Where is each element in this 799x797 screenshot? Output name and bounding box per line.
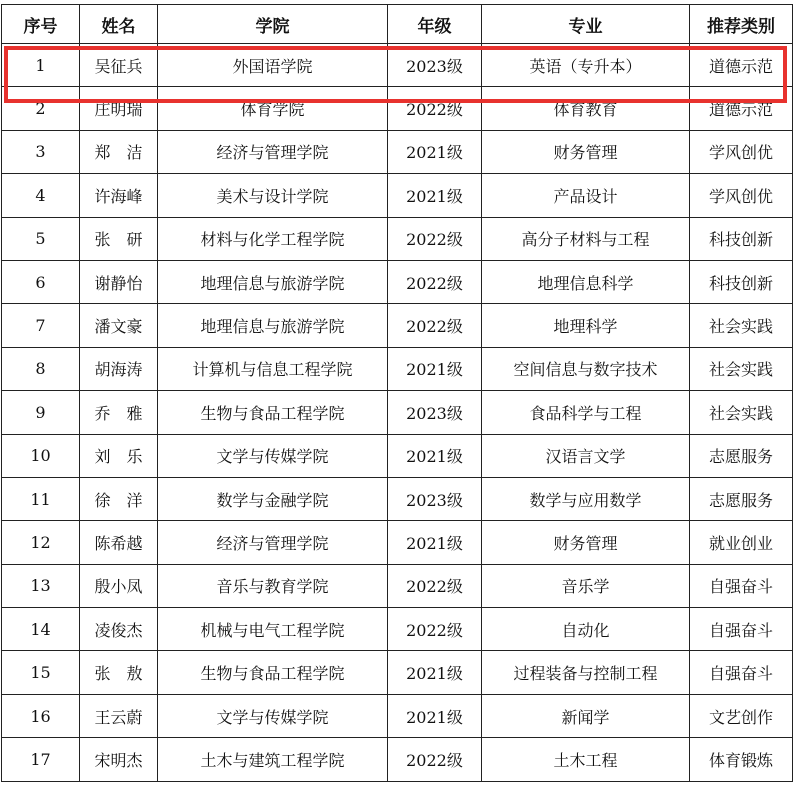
cell-major: 体育教育	[482, 87, 690, 130]
cell-college: 文学与传媒学院	[158, 434, 388, 477]
cell-category: 就业创业	[690, 521, 793, 564]
cell-grade: 2022级	[388, 304, 482, 347]
cell-college: 外国语学院	[158, 44, 388, 87]
cell-seq: 8	[2, 347, 80, 390]
cell-seq: 3	[2, 130, 80, 173]
cell-seq: 10	[2, 434, 80, 477]
cell-category: 科技创新	[690, 260, 793, 303]
cell-category: 科技创新	[690, 217, 793, 260]
cell-name: 徐 洋	[80, 477, 158, 520]
table-row	[2, 347, 793, 390]
cell-seq: 17	[2, 738, 80, 781]
cell-grade: 2021级	[388, 521, 482, 564]
cell-name: 张 研	[80, 217, 158, 260]
cell-category: 自强奋斗	[690, 608, 793, 651]
cell-name: 胡海涛	[80, 347, 158, 390]
cell-category: 社会实践	[690, 304, 793, 347]
cell-grade: 2021级	[388, 130, 482, 173]
cell-major: 空间信息与数字技术	[482, 347, 690, 390]
cell-college: 生物与食品工程学院	[158, 391, 388, 434]
cell-seq: 6	[2, 260, 80, 303]
cell-category: 志愿服务	[690, 434, 793, 477]
header-name: 姓名	[80, 5, 158, 44]
cell-category: 道德示范	[690, 44, 793, 87]
cell-major: 英语（专升本）	[482, 44, 690, 87]
cell-grade: 2022级	[388, 738, 482, 781]
cell-seq: 11	[2, 477, 80, 520]
cell-grade: 2021级	[388, 694, 482, 737]
cell-seq: 15	[2, 651, 80, 694]
cell-seq: 16	[2, 694, 80, 737]
cell-major: 地理科学	[482, 304, 690, 347]
table-row	[2, 87, 793, 130]
table-row	[2, 174, 793, 217]
cell-name: 宋明杰	[80, 738, 158, 781]
cell-name: 郑 洁	[80, 130, 158, 173]
cell-seq: 7	[2, 304, 80, 347]
table-row	[2, 217, 793, 260]
cell-seq: 4	[2, 174, 80, 217]
cell-seq: 13	[2, 564, 80, 607]
cell-major: 食品科学与工程	[482, 391, 690, 434]
cell-major: 自动化	[482, 608, 690, 651]
cell-category: 学风创优	[690, 130, 793, 173]
cell-major: 汉语言文学	[482, 434, 690, 477]
cell-name: 潘文豪	[80, 304, 158, 347]
cell-college: 经济与管理学院	[158, 130, 388, 173]
table-row	[2, 694, 793, 737]
cell-college: 经济与管理学院	[158, 521, 388, 564]
cell-category: 社会实践	[690, 347, 793, 390]
cell-category: 体育锻炼	[690, 738, 793, 781]
cell-major: 土木工程	[482, 738, 690, 781]
header-category: 推荐类别	[690, 5, 793, 44]
cell-category: 学风创优	[690, 174, 793, 217]
cell-name: 陈希越	[80, 521, 158, 564]
cell-name: 谢静怡	[80, 260, 158, 303]
cell-major: 财务管理	[482, 521, 690, 564]
cell-major: 过程装备与控制工程	[482, 651, 690, 694]
header-major: 专业	[482, 5, 690, 44]
cell-college: 生物与食品工程学院	[158, 651, 388, 694]
cell-college: 地理信息与旅游学院	[158, 304, 388, 347]
cell-category: 文艺创作	[690, 694, 793, 737]
cell-major: 新闻学	[482, 694, 690, 737]
cell-grade: 2021级	[388, 347, 482, 390]
cell-name: 吴征兵	[80, 44, 158, 87]
cell-grade: 2023级	[388, 391, 482, 434]
cell-college: 材料与化学工程学院	[158, 217, 388, 260]
recommendation-table	[1, 4, 793, 782]
table-row	[2, 260, 793, 303]
cell-college: 音乐与教育学院	[158, 564, 388, 607]
cell-college: 土木与建筑工程学院	[158, 738, 388, 781]
cell-grade: 2021级	[388, 651, 482, 694]
cell-college: 文学与传媒学院	[158, 694, 388, 737]
cell-grade: 2022级	[388, 87, 482, 130]
cell-name: 庄明瑞	[80, 87, 158, 130]
table-row	[2, 608, 793, 651]
cell-grade: 2023级	[388, 44, 482, 87]
cell-name: 刘 乐	[80, 434, 158, 477]
cell-category: 自强奋斗	[690, 651, 793, 694]
cell-grade: 2022级	[388, 217, 482, 260]
cell-major: 地理信息科学	[482, 260, 690, 303]
table-wrapper	[1, 4, 793, 782]
cell-name: 殷小凤	[80, 564, 158, 607]
table-row	[2, 434, 793, 477]
table-row	[2, 564, 793, 607]
cell-grade: 2022级	[388, 260, 482, 303]
table-row	[2, 738, 793, 781]
cell-seq: 12	[2, 521, 80, 564]
header-grade: 年级	[388, 5, 482, 44]
cell-seq: 5	[2, 217, 80, 260]
header-row	[2, 5, 793, 44]
cell-college: 机械与电气工程学院	[158, 608, 388, 651]
table-row	[2, 391, 793, 434]
cell-seq: 14	[2, 608, 80, 651]
cell-major: 数学与应用数学	[482, 477, 690, 520]
cell-major: 音乐学	[482, 564, 690, 607]
table-row	[2, 130, 793, 173]
table-row	[2, 304, 793, 347]
cell-major: 财务管理	[482, 130, 690, 173]
cell-grade: 2022级	[388, 608, 482, 651]
cell-grade: 2021级	[388, 434, 482, 477]
cell-college: 数学与金融学院	[158, 477, 388, 520]
cell-college: 计算机与信息工程学院	[158, 347, 388, 390]
cell-seq: 2	[2, 87, 80, 130]
cell-college: 地理信息与旅游学院	[158, 260, 388, 303]
table-row	[2, 44, 793, 87]
cell-college: 美术与设计学院	[158, 174, 388, 217]
cell-grade: 2021级	[388, 174, 482, 217]
cell-major: 高分子材料与工程	[482, 217, 690, 260]
cell-name: 张 敖	[80, 651, 158, 694]
cell-category: 社会实践	[690, 391, 793, 434]
table-row	[2, 651, 793, 694]
cell-category: 自强奋斗	[690, 564, 793, 607]
cell-category: 道德示范	[690, 87, 793, 130]
cell-name: 乔 雅	[80, 391, 158, 434]
cell-grade: 2022级	[388, 564, 482, 607]
header-college: 学院	[158, 5, 388, 44]
cell-name: 凌俊杰	[80, 608, 158, 651]
header-seq: 序号	[2, 5, 80, 44]
cell-name: 许海峰	[80, 174, 158, 217]
table-row	[2, 521, 793, 564]
cell-college: 体育学院	[158, 87, 388, 130]
cell-grade: 2023级	[388, 477, 482, 520]
cell-category: 志愿服务	[690, 477, 793, 520]
cell-name: 王云蔚	[80, 694, 158, 737]
table-body	[2, 44, 793, 782]
cell-seq: 1	[2, 44, 80, 87]
cell-major: 产品设计	[482, 174, 690, 217]
table-row	[2, 477, 793, 520]
cell-seq: 9	[2, 391, 80, 434]
